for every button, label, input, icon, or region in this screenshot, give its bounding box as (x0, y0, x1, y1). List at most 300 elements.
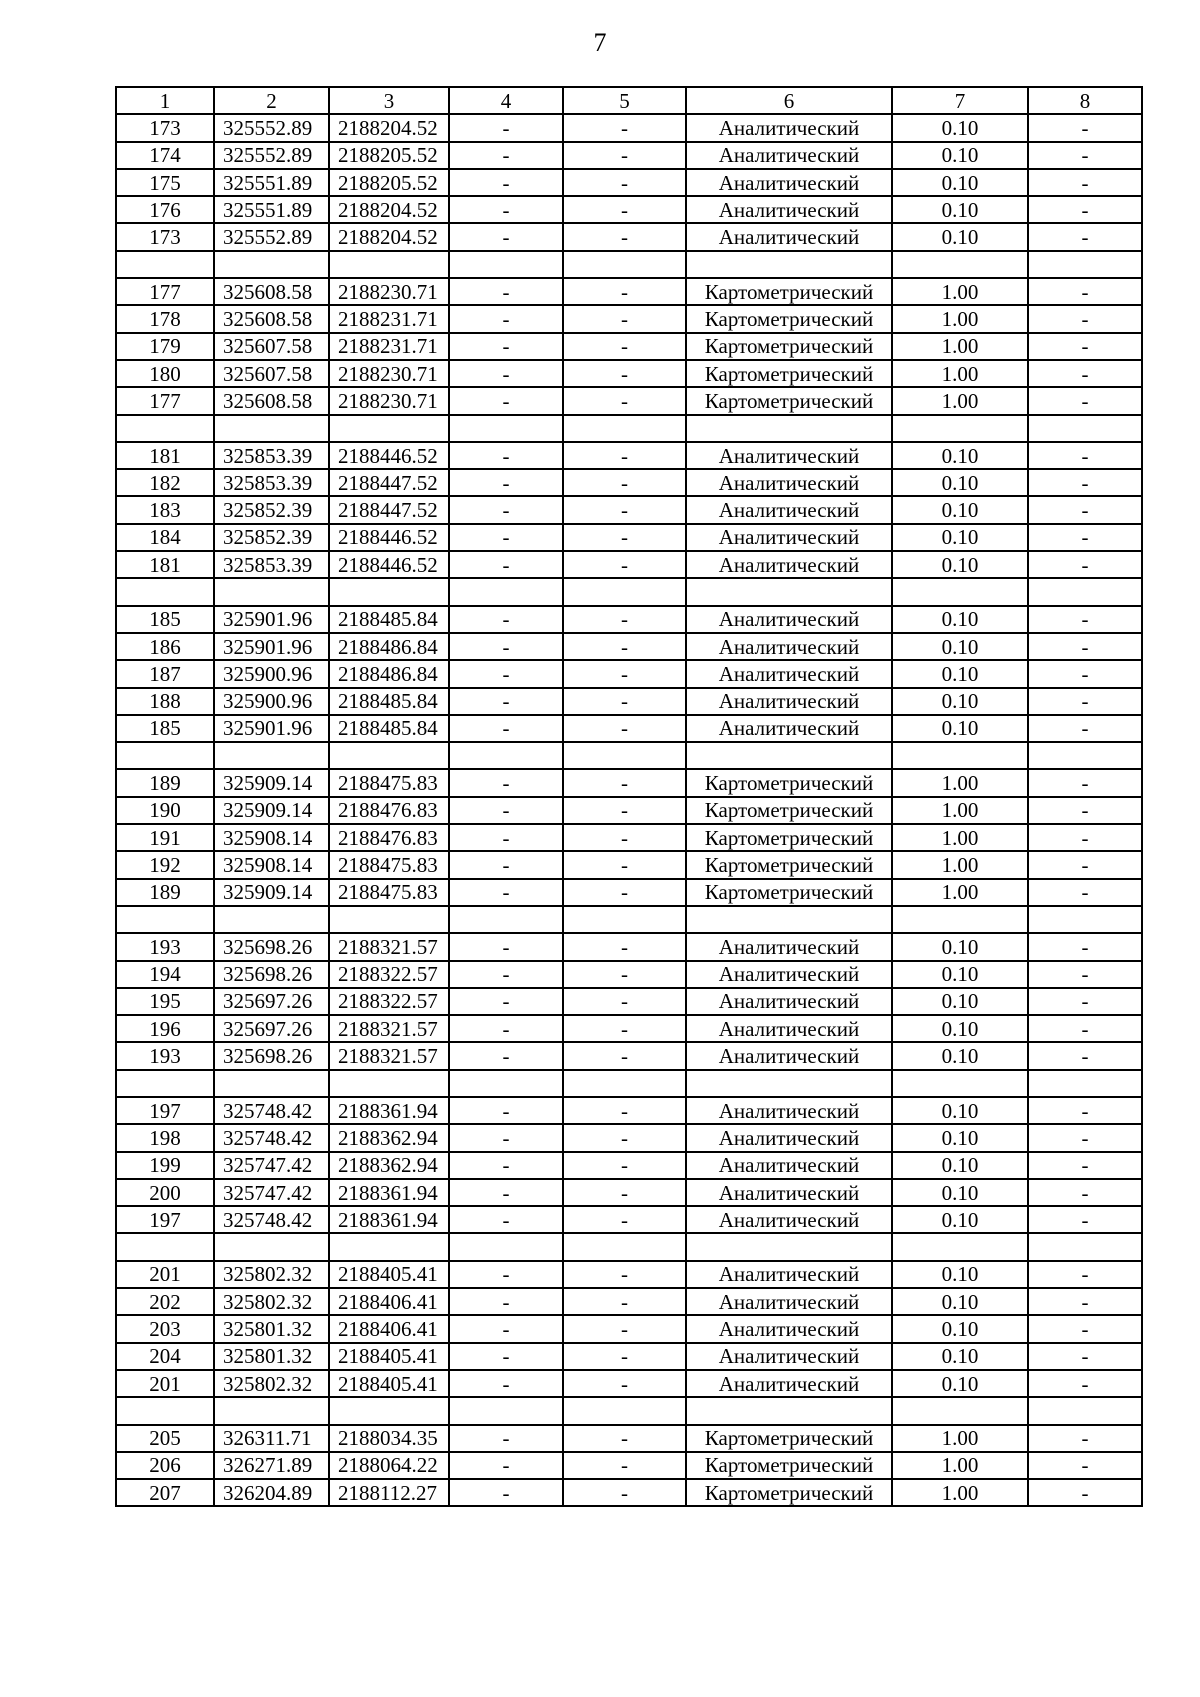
col-4-cell: - (449, 1370, 563, 1397)
table-row (116, 1370, 1142, 1397)
table-row (116, 1261, 1142, 1288)
col-5-cell: - (563, 769, 686, 796)
accuracy-cell: 0.10 (892, 1343, 1028, 1370)
method-cell: Картометрический (686, 1479, 892, 1506)
method-cell: Картометрический (686, 879, 892, 906)
col-8-cell: - (1028, 633, 1142, 660)
separator-row (116, 1233, 1142, 1260)
method-cell: Аналитический (686, 496, 892, 523)
col-4-cell: - (449, 1343, 563, 1370)
accuracy-cell: 0.10 (892, 961, 1028, 988)
col-4-cell: - (449, 961, 563, 988)
y-coordinate-cell: 2188322.57 (329, 961, 449, 988)
header-row (116, 87, 1142, 114)
accuracy-cell: 1.00 (892, 333, 1028, 360)
accuracy-cell (892, 1397, 1028, 1424)
table-row (116, 606, 1142, 633)
x-coordinate-cell: 325747.42 (214, 1152, 329, 1179)
table-row (116, 305, 1142, 332)
method-cell: Аналитический (686, 1370, 892, 1397)
method-cell: Аналитический (686, 606, 892, 633)
col-5-cell: - (563, 142, 686, 169)
accuracy-cell: 0.10 (892, 524, 1028, 551)
y-coordinate-cell (329, 742, 449, 769)
x-coordinate-cell: 325748.42 (214, 1124, 329, 1151)
col-5-cell: - (563, 1315, 686, 1342)
col-4-cell: - (449, 988, 563, 1015)
x-coordinate-cell: 325909.14 (214, 879, 329, 906)
table-row (116, 660, 1142, 687)
col-4-cell: - (449, 169, 563, 196)
table-row (116, 442, 1142, 469)
x-coordinate-cell: 325608.58 (214, 278, 329, 305)
x-coordinate-cell: 325697.26 (214, 988, 329, 1015)
accuracy-cell: 1.00 (892, 305, 1028, 332)
y-coordinate-cell (329, 578, 449, 605)
table-row (116, 879, 1142, 906)
method-cell: Картометрический (686, 1425, 892, 1452)
point-number-cell: 189 (116, 879, 214, 906)
col-4-cell: - (449, 1261, 563, 1288)
col-4-cell: - (449, 1152, 563, 1179)
x-coordinate-cell: 325852.39 (214, 524, 329, 551)
col-4-cell (449, 1233, 563, 1260)
x-coordinate-cell: 325802.32 (214, 1261, 329, 1288)
point-number-cell: 185 (116, 715, 214, 742)
y-coordinate-cell: 2188321.57 (329, 933, 449, 960)
point-number-cell: 175 (116, 169, 214, 196)
accuracy-cell: 0.10 (892, 551, 1028, 578)
method-cell: Аналитический (686, 1315, 892, 1342)
col-8-cell: - (1028, 305, 1142, 332)
y-coordinate-cell (329, 415, 449, 442)
table-row (116, 1097, 1142, 1124)
accuracy-cell: 1.00 (892, 278, 1028, 305)
col-4-cell: - (449, 360, 563, 387)
point-number-cell (116, 415, 214, 442)
col-5-cell: - (563, 114, 686, 141)
col-5-cell: - (563, 360, 686, 387)
y-coordinate-cell: 2188205.52 (329, 142, 449, 169)
y-coordinate-cell: 2188446.52 (329, 524, 449, 551)
table-row (116, 1425, 1142, 1452)
col-4-cell: - (449, 1206, 563, 1233)
col-4-cell: - (449, 633, 563, 660)
accuracy-cell (892, 415, 1028, 442)
point-number-cell: 185 (116, 606, 214, 633)
method-cell: Аналитический (686, 688, 892, 715)
col-4-cell: - (449, 879, 563, 906)
separator-row (116, 742, 1142, 769)
method-cell: Аналитический (686, 1015, 892, 1042)
method-cell (686, 578, 892, 605)
y-coordinate-cell: 2188204.52 (329, 114, 449, 141)
table-row (116, 387, 1142, 414)
point-number-cell: 201 (116, 1261, 214, 1288)
point-number-cell: 177 (116, 387, 214, 414)
accuracy-cell: 1.00 (892, 824, 1028, 851)
col-5-cell: - (563, 988, 686, 1015)
col-8-cell: - (1028, 1425, 1142, 1452)
col-8-cell (1028, 415, 1142, 442)
x-coordinate-cell (214, 251, 329, 278)
col-8-cell: - (1028, 1452, 1142, 1479)
point-number-cell: 183 (116, 496, 214, 523)
accuracy-cell: 0.10 (892, 496, 1028, 523)
point-number-cell (116, 906, 214, 933)
accuracy-cell (892, 251, 1028, 278)
x-coordinate-cell: 326311.71 (214, 1425, 329, 1452)
table-row (116, 196, 1142, 223)
col-5-cell: - (563, 879, 686, 906)
col-5-cell: - (563, 660, 686, 687)
table-row (116, 633, 1142, 660)
header-cell: 7 (892, 87, 1028, 114)
point-number-cell: 186 (116, 633, 214, 660)
accuracy-cell: 0.10 (892, 1097, 1028, 1124)
col-4-cell: - (449, 1479, 563, 1506)
col-4-cell (449, 415, 563, 442)
col-4-cell: - (449, 196, 563, 223)
y-coordinate-cell: 2188230.71 (329, 278, 449, 305)
point-number-cell: 190 (116, 797, 214, 824)
x-coordinate-cell: 325698.26 (214, 933, 329, 960)
method-cell: Аналитический (686, 1124, 892, 1151)
point-number-cell: 181 (116, 551, 214, 578)
method-cell: Аналитический (686, 442, 892, 469)
accuracy-cell: 1.00 (892, 1452, 1028, 1479)
x-coordinate-cell: 325552.89 (214, 142, 329, 169)
col-8-cell: - (1028, 1152, 1142, 1179)
col-8-cell: - (1028, 715, 1142, 742)
col-4-cell: - (449, 824, 563, 851)
accuracy-cell: 0.10 (892, 1370, 1028, 1397)
x-coordinate-cell: 325901.96 (214, 606, 329, 633)
col-5-cell: - (563, 469, 686, 496)
point-number-cell: 198 (116, 1124, 214, 1151)
point-number-cell: 180 (116, 360, 214, 387)
table-row (116, 278, 1142, 305)
y-coordinate-cell: 2188446.52 (329, 551, 449, 578)
x-coordinate-cell: 326271.89 (214, 1452, 329, 1479)
point-number-cell: 195 (116, 988, 214, 1015)
method-cell (686, 1070, 892, 1097)
col-5-cell: - (563, 1152, 686, 1179)
x-coordinate-cell: 325801.32 (214, 1343, 329, 1370)
col-8-cell: - (1028, 933, 1142, 960)
col-5-cell (563, 1070, 686, 1097)
col-8-cell: - (1028, 360, 1142, 387)
accuracy-cell: 1.00 (892, 851, 1028, 878)
col-8-cell: - (1028, 169, 1142, 196)
table-row (116, 360, 1142, 387)
accuracy-cell: 0.10 (892, 1261, 1028, 1288)
col-8-cell: - (1028, 961, 1142, 988)
col-4-cell: - (449, 1179, 563, 1206)
col-5-cell: - (563, 633, 686, 660)
point-number-cell: 173 (116, 114, 214, 141)
y-coordinate-cell: 2188064.22 (329, 1452, 449, 1479)
y-coordinate-cell: 2188406.41 (329, 1315, 449, 1342)
y-coordinate-cell: 2188231.71 (329, 333, 449, 360)
x-coordinate-cell: 325900.96 (214, 660, 329, 687)
accuracy-cell: 0.10 (892, 988, 1028, 1015)
x-coordinate-cell: 325747.42 (214, 1179, 329, 1206)
col-4-cell: - (449, 333, 563, 360)
header-cell: 2 (214, 87, 329, 114)
method-cell: Аналитический (686, 223, 892, 250)
col-8-cell: - (1028, 196, 1142, 223)
col-8-cell: - (1028, 1124, 1142, 1151)
col-5-cell: - (563, 305, 686, 332)
col-8-cell: - (1028, 1015, 1142, 1042)
accuracy-cell: 0.10 (892, 933, 1028, 960)
method-cell: Картометрический (686, 305, 892, 332)
col-8-cell: - (1028, 606, 1142, 633)
table-row (116, 1179, 1142, 1206)
y-coordinate-cell: 2188486.84 (329, 660, 449, 687)
x-coordinate-cell: 325607.58 (214, 360, 329, 387)
col-5-cell: - (563, 278, 686, 305)
separator-row (116, 578, 1142, 605)
col-5-cell: - (563, 551, 686, 578)
table-row (116, 333, 1142, 360)
header-cell: 4 (449, 87, 563, 114)
y-coordinate-cell: 2188405.41 (329, 1343, 449, 1370)
col-4-cell: - (449, 114, 563, 141)
y-coordinate-cell: 2188230.71 (329, 387, 449, 414)
point-number-cell: 191 (116, 824, 214, 851)
point-number-cell: 177 (116, 278, 214, 305)
col-8-cell (1028, 1233, 1142, 1260)
col-5-cell: - (563, 688, 686, 715)
col-5-cell: - (563, 1452, 686, 1479)
col-4-cell: - (449, 1097, 563, 1124)
col-5-cell: - (563, 387, 686, 414)
table-row (116, 933, 1142, 960)
y-coordinate-cell: 2188486.84 (329, 633, 449, 660)
col-4-cell: - (449, 688, 563, 715)
point-number-cell: 184 (116, 524, 214, 551)
col-5-cell (563, 906, 686, 933)
method-cell: Картометрический (686, 333, 892, 360)
accuracy-cell (892, 1070, 1028, 1097)
accuracy-cell: 1.00 (892, 1425, 1028, 1452)
point-number-cell: 193 (116, 1042, 214, 1069)
table-row (116, 715, 1142, 742)
col-8-cell: - (1028, 551, 1142, 578)
col-8-cell: - (1028, 988, 1142, 1015)
col-4-cell: - (449, 142, 563, 169)
table-row (116, 824, 1142, 851)
x-coordinate-cell: 325852.39 (214, 496, 329, 523)
col-5-cell: - (563, 442, 686, 469)
col-8-cell: - (1028, 387, 1142, 414)
x-coordinate-cell: 325748.42 (214, 1097, 329, 1124)
point-number-cell: 178 (116, 305, 214, 332)
point-number-cell: 202 (116, 1288, 214, 1315)
x-coordinate-cell: 325551.89 (214, 196, 329, 223)
col-8-cell: - (1028, 524, 1142, 551)
col-4-cell: - (449, 1288, 563, 1315)
accuracy-cell: 0.10 (892, 1124, 1028, 1151)
point-number-cell: 199 (116, 1152, 214, 1179)
col-4-cell: - (449, 305, 563, 332)
point-number-cell: 174 (116, 142, 214, 169)
accuracy-cell (892, 578, 1028, 605)
table-row (116, 1152, 1142, 1179)
y-coordinate-cell: 2188362.94 (329, 1124, 449, 1151)
col-5-cell: - (563, 933, 686, 960)
method-cell: Аналитический (686, 142, 892, 169)
x-coordinate-cell: 325908.14 (214, 851, 329, 878)
point-number-cell: 207 (116, 1479, 214, 1506)
y-coordinate-cell (329, 1233, 449, 1260)
method-cell: Аналитический (686, 524, 892, 551)
table-row (116, 1206, 1142, 1233)
y-coordinate-cell: 2188231.71 (329, 305, 449, 332)
table-row (116, 851, 1142, 878)
col-5-cell: - (563, 824, 686, 851)
method-cell (686, 1233, 892, 1260)
y-coordinate-cell: 2188322.57 (329, 988, 449, 1015)
col-4-cell: - (449, 524, 563, 551)
y-coordinate-cell: 2188204.52 (329, 196, 449, 223)
y-coordinate-cell: 2188405.41 (329, 1261, 449, 1288)
accuracy-cell: 1.00 (892, 797, 1028, 824)
accuracy-cell (892, 1233, 1028, 1260)
method-cell: Аналитический (686, 196, 892, 223)
point-number-cell (116, 1070, 214, 1097)
col-4-cell: - (449, 769, 563, 796)
col-8-cell: - (1028, 688, 1142, 715)
accuracy-cell: 0.10 (892, 114, 1028, 141)
col-5-cell: - (563, 223, 686, 250)
col-4-cell: - (449, 797, 563, 824)
table-row (116, 1452, 1142, 1479)
x-coordinate-cell: 325900.96 (214, 688, 329, 715)
col-5-cell (563, 578, 686, 605)
col-8-cell: - (1028, 1261, 1142, 1288)
header-cell: 6 (686, 87, 892, 114)
y-coordinate-cell: 2188405.41 (329, 1370, 449, 1397)
point-number-cell: 194 (116, 961, 214, 988)
y-coordinate-cell: 2188204.52 (329, 223, 449, 250)
col-5-cell: - (563, 196, 686, 223)
col-5-cell (563, 742, 686, 769)
x-coordinate-cell: 325607.58 (214, 333, 329, 360)
point-number-cell: 204 (116, 1343, 214, 1370)
col-8-cell (1028, 1070, 1142, 1097)
table-row (116, 524, 1142, 551)
col-8-cell: - (1028, 769, 1142, 796)
col-5-cell: - (563, 524, 686, 551)
point-number-cell (116, 1397, 214, 1424)
table-row (116, 961, 1142, 988)
header-cell: 1 (116, 87, 214, 114)
col-4-cell: - (449, 851, 563, 878)
col-5-cell: - (563, 1288, 686, 1315)
col-4-cell: - (449, 715, 563, 742)
method-cell: Аналитический (686, 1179, 892, 1206)
col-5-cell: - (563, 169, 686, 196)
point-number-cell: 201 (116, 1370, 214, 1397)
page-number: 7 (593, 28, 607, 57)
col-4-cell: - (449, 1042, 563, 1069)
method-cell (686, 415, 892, 442)
accuracy-cell: 1.00 (892, 1479, 1028, 1506)
table-row (116, 1015, 1142, 1042)
accuracy-cell: 0.10 (892, 633, 1028, 660)
x-coordinate-cell (214, 1397, 329, 1424)
col-4-cell: - (449, 660, 563, 687)
x-coordinate-cell (214, 1233, 329, 1260)
col-5-cell: - (563, 1206, 686, 1233)
table-row (116, 688, 1142, 715)
accuracy-cell: 1.00 (892, 879, 1028, 906)
table-row (116, 769, 1142, 796)
y-coordinate-cell: 2188230.71 (329, 360, 449, 387)
method-cell: Картометрический (686, 797, 892, 824)
x-coordinate-cell: 325901.96 (214, 633, 329, 660)
col-5-cell: - (563, 797, 686, 824)
point-number-cell: 205 (116, 1425, 214, 1452)
x-coordinate-cell: 326204.89 (214, 1479, 329, 1506)
y-coordinate-cell: 2188475.83 (329, 879, 449, 906)
point-number-cell: 182 (116, 469, 214, 496)
col-5-cell (563, 1233, 686, 1260)
col-8-cell: - (1028, 223, 1142, 250)
header-cell: 3 (329, 87, 449, 114)
y-coordinate-cell: 2188321.57 (329, 1042, 449, 1069)
accuracy-cell: 0.10 (892, 169, 1028, 196)
table-row (116, 1479, 1142, 1506)
col-5-cell: - (563, 1370, 686, 1397)
col-8-cell: - (1028, 1042, 1142, 1069)
col-4-cell: - (449, 551, 563, 578)
col-5-cell: - (563, 1479, 686, 1506)
y-coordinate-cell (329, 1397, 449, 1424)
y-coordinate-cell (329, 906, 449, 933)
col-8-cell: - (1028, 797, 1142, 824)
separator-row (116, 251, 1142, 278)
method-cell: Аналитический (686, 961, 892, 988)
table-row (116, 469, 1142, 496)
separator-row (116, 415, 1142, 442)
x-coordinate-cell: 325853.39 (214, 551, 329, 578)
accuracy-cell: 0.10 (892, 660, 1028, 687)
method-cell: Аналитический (686, 1261, 892, 1288)
accuracy-cell: 0.10 (892, 606, 1028, 633)
x-coordinate-cell (214, 742, 329, 769)
col-8-cell: - (1028, 469, 1142, 496)
col-8-cell: - (1028, 1315, 1142, 1342)
y-coordinate-cell: 2188362.94 (329, 1152, 449, 1179)
separator-row (116, 1397, 1142, 1424)
method-cell: Аналитический (686, 114, 892, 141)
col-5-cell: - (563, 1343, 686, 1370)
accuracy-cell (892, 906, 1028, 933)
accuracy-cell (892, 742, 1028, 769)
y-coordinate-cell: 2188361.94 (329, 1206, 449, 1233)
col-5-cell: - (563, 606, 686, 633)
col-8-cell: - (1028, 442, 1142, 469)
y-coordinate-cell: 2188485.84 (329, 606, 449, 633)
y-coordinate-cell (329, 251, 449, 278)
x-coordinate-cell: 325853.39 (214, 442, 329, 469)
accuracy-cell: 1.00 (892, 360, 1028, 387)
y-coordinate-cell: 2188112.27 (329, 1479, 449, 1506)
